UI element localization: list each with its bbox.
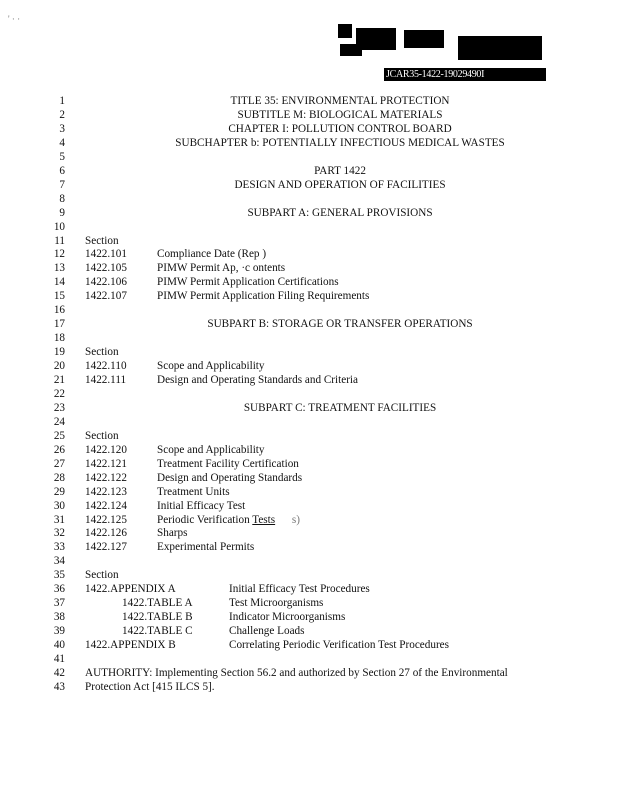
line-number: 21 (53, 374, 65, 386)
redaction-block-1 (338, 24, 352, 38)
line-number: 35 (53, 569, 65, 582)
heading-text: SUBPART B: STORAGE OR TRANSFER OPERATIONS (207, 318, 473, 331)
section-number: 1422.106 (85, 276, 127, 289)
document-line (0, 359, 618, 373)
section-number: 1422.127 (85, 541, 127, 554)
section-label: Section (85, 569, 119, 582)
heading-text: SUBPART A: GENERAL PROVISIONS (247, 206, 433, 219)
line-number: 20 (53, 360, 65, 373)
line-number: 9 (59, 206, 65, 219)
document-line (0, 387, 618, 401)
section-number: 1422.123 (85, 485, 127, 498)
document-line (0, 150, 618, 164)
section-title: Scope and Applicability (157, 360, 265, 373)
document-line (0, 652, 618, 666)
line-number: 30 (53, 499, 65, 512)
document-line (0, 540, 618, 554)
document-line (0, 317, 618, 331)
line-number: 29 (53, 485, 65, 498)
table-title: Test Microorganisms (229, 597, 324, 610)
section-title: Scope and Applicability (157, 443, 265, 456)
heading-text: TITLE 35: ENVIRONMENTAL PROTECTION (230, 95, 450, 107)
line-number: 3 (59, 122, 65, 135)
appendix-title: Initial Efficacy Test Procedures (229, 583, 370, 596)
document-line (0, 568, 618, 582)
line-number: 41 (53, 653, 65, 665)
line-number: 22 (53, 387, 65, 400)
line-number: 34 (53, 555, 65, 568)
document-line (0, 680, 618, 694)
table-number: 1422.TABLE B (122, 611, 193, 624)
document-line (0, 303, 618, 317)
line-number: 36 (53, 583, 65, 596)
section-label: Section (85, 346, 119, 359)
line-number: 14 (53, 276, 65, 289)
line-number: 16 (53, 304, 65, 317)
document-line (0, 289, 618, 303)
underlined-word: Tests (252, 513, 276, 526)
line-number: 33 (53, 541, 65, 554)
table-number: 1422.TABLE A (122, 597, 193, 610)
section-number: 1422.122 (85, 471, 127, 484)
document-line (0, 582, 618, 596)
line-number: 38 (53, 611, 65, 624)
line-number: 10 (53, 220, 65, 233)
line-number: 15 (53, 290, 65, 303)
section-title-fragment: s) (275, 513, 300, 526)
section-label: Section (85, 234, 119, 247)
line-number: 5 (59, 150, 65, 163)
document-line (0, 485, 618, 499)
heading-text: SUBPART C: TREATMENT FACILITIES (243, 401, 437, 414)
section-number: 1422.120 (85, 443, 127, 456)
section-title (157, 513, 300, 527)
document-line (0, 220, 618, 234)
redaction-block-5 (458, 36, 542, 60)
line-number: 13 (53, 262, 65, 275)
section-title: Treatment Facility Certification (157, 457, 299, 470)
document-id-stamp: JCAR35-1422-19029490I (384, 68, 546, 81)
section-title: Design and Operating Standards (157, 471, 303, 484)
document-line (0, 624, 618, 638)
heading-text: SUBCHAPTER b: POTENTIALLY INFECTIOUS MEDICAL WASTES (175, 136, 505, 149)
document-line (0, 247, 618, 261)
heading-text: SUBTITLE M: BIOLOGICAL MATERIALS (237, 108, 443, 121)
line-number: 37 (53, 597, 65, 610)
section-title: PIMW Permit Ap, ·c ontents (157, 262, 286, 275)
document-line (0, 94, 618, 108)
redaction-block-4 (340, 44, 362, 56)
heading-text: CHAPTER I: POLLUTION CONTROL BOARD (228, 122, 452, 135)
appendix-title: Correlating Periodic Verification Test Procedures (229, 639, 450, 652)
appendix-number: 1422.APPENDIX A (85, 583, 176, 596)
redaction-block-3 (404, 30, 444, 48)
line-number: 43 (53, 680, 65, 693)
section-title: Treatment Units (157, 485, 230, 498)
document-line (0, 345, 618, 359)
appendix-number: 1422.APPENDIX B (85, 639, 176, 652)
document-line (0, 401, 618, 415)
table-title: Challenge Loads (229, 625, 305, 638)
document-line (0, 108, 618, 122)
document-line (0, 261, 618, 275)
heading-text: DESIGN AND OPERATION OF FACILITIES (234, 178, 446, 191)
document-line (0, 136, 618, 150)
document-line (0, 610, 618, 624)
document-line (0, 443, 618, 457)
section-number: 1422.125 (85, 513, 127, 526)
line-number: 1 (59, 95, 65, 107)
line-number: 2 (59, 108, 65, 121)
document-line (0, 164, 618, 178)
document-line (0, 192, 618, 206)
section-number: 1422.105 (85, 262, 127, 275)
section-title: Experimental Permits (157, 541, 255, 554)
section-label: Section (85, 429, 119, 442)
line-number: 18 (53, 332, 65, 345)
document-line (0, 499, 618, 513)
scan-specks: ' · · (8, 14, 21, 24)
document-line (0, 666, 618, 680)
line-number: 42 (53, 666, 65, 679)
authority-text: AUTHORITY: Implementing Section 56.2 and authorized by Section 27 of the Environmental (85, 666, 508, 679)
line-number: 19 (53, 346, 65, 359)
section-number: 1422.110 (85, 360, 127, 373)
table-number: 1422.TABLE C (122, 625, 193, 638)
document-line (0, 554, 618, 568)
section-title: Sharps (157, 527, 188, 540)
heading-text: PART 1422 (314, 164, 366, 177)
line-number: 40 (53, 639, 65, 652)
line-number: 17 (53, 318, 65, 331)
line-number: 24 (53, 415, 65, 428)
line-number: 7 (59, 178, 65, 191)
document-line (0, 122, 618, 136)
section-title: Compliance Date (Rep ) (157, 248, 267, 261)
line-number: 31 (53, 513, 65, 526)
line-number: 23 (53, 401, 65, 414)
line-number: 26 (53, 443, 65, 456)
document-line (0, 373, 618, 387)
document-line (0, 331, 618, 345)
line-number: 28 (53, 471, 65, 484)
section-title: Design and Operating Standards and Criteria (157, 374, 359, 386)
table-title: Indicator Microorganisms (229, 611, 346, 624)
document-line (0, 429, 618, 443)
section-number: 1422.107 (85, 290, 127, 303)
document-line (0, 234, 618, 248)
document-line (0, 275, 618, 289)
line-number: 6 (59, 164, 65, 177)
section-title: PIMW Permit Application Filing Requirements (157, 290, 370, 303)
line-number: 25 (53, 429, 65, 442)
redaction-block-2 (356, 28, 396, 50)
document-line (0, 638, 618, 652)
line-number: 12 (53, 248, 65, 261)
document-line (0, 178, 618, 192)
section-title-part: Periodic Verification (157, 513, 253, 526)
document-line (0, 471, 618, 485)
document-line (0, 206, 618, 220)
line-number: 39 (53, 625, 65, 638)
section-number: 1422.101 (85, 248, 127, 261)
document-line (0, 457, 618, 471)
line-number: 11 (54, 234, 65, 247)
section-number: 1422.126 (85, 527, 127, 540)
line-number: 4 (59, 136, 65, 149)
section-number: 1422.124 (85, 499, 127, 512)
authority-text: Protection Act [415 ILCS 5]. (85, 680, 215, 693)
document-line (0, 513, 618, 527)
section-number: 1422.111 (85, 374, 127, 386)
section-number: 1422.121 (85, 457, 127, 470)
document-line (0, 415, 618, 429)
line-number: 8 (59, 192, 65, 205)
document-line (0, 526, 618, 540)
document-line (0, 596, 618, 610)
line-number: 27 (53, 457, 65, 470)
section-title: PIMW Permit Application Certifications (157, 276, 339, 289)
section-title: Initial Efficacy Test (157, 499, 246, 512)
line-number: 32 (53, 527, 65, 540)
